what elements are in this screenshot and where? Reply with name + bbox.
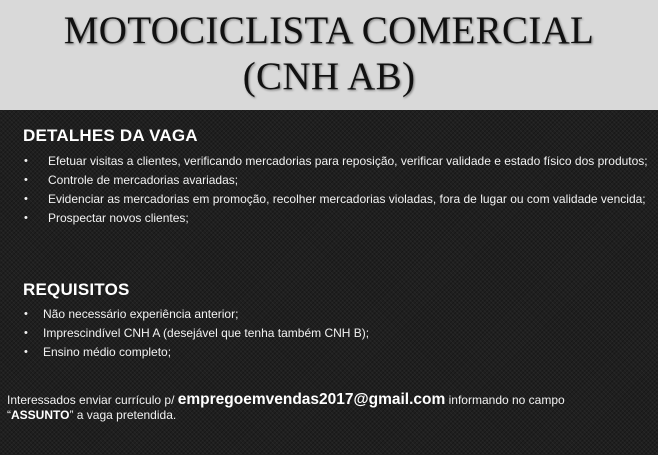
list-item [22, 192, 648, 206]
instructions-text-end: a vaga pretendida. [73, 408, 177, 422]
contact-email: empregoemvendas2017@gmail.com [177, 391, 446, 408]
subject-field-name: ASSUNTO [11, 408, 70, 422]
application-instructions [7, 392, 647, 423]
bullet-icon: • [24, 155, 28, 167]
header-banner [0, 0, 658, 110]
quote-open: “ [7, 408, 11, 422]
bullet-icon: • [24, 308, 28, 320]
list-item [22, 345, 643, 359]
list-item [22, 211, 648, 225]
list-item-text: Ensino médio completo; [43, 345, 172, 359]
page-title [0, 0, 658, 100]
bullet-icon: • [24, 212, 28, 224]
details-list [22, 154, 648, 230]
bullet-icon: • [24, 327, 28, 339]
list-item-text: Controle de mercadorias avariadas; [48, 173, 239, 187]
list-item-text: Não necessário experiência anterior; [43, 307, 239, 321]
bullet-icon: • [24, 193, 28, 205]
list-item-text: Imprescindível CNH A (desejável que tenha também CNH B); [43, 326, 370, 340]
requirements-list [22, 307, 643, 364]
instructions-text-start: Interessados enviar currículo p/ [7, 393, 178, 407]
list-item [22, 326, 643, 340]
list-item-text: Efetuar visitas a clientes, verificando mercadorias para reposição, verificar validade e estado físico dos produtos; [48, 154, 648, 168]
list-item [22, 173, 648, 187]
list-item [22, 154, 648, 168]
instructions-text-middle: informando no campo [445, 393, 565, 407]
bullet-icon: • [24, 174, 28, 186]
requirements-section-title: REQUISITOS [23, 280, 130, 299]
list-item-text: Evidenciar as mercadorias em promoção, recolher mercadorias violadas, fora de lugar ou com validade vencida; [48, 192, 646, 206]
details-section-title: DETALHES DA VAGA [23, 126, 198, 145]
list-item [22, 307, 643, 321]
page-title-line-1: MOTOCICLISTA COMERCIAL [63, 9, 595, 52]
list-item-text: Prospectar novos clientes; [48, 211, 189, 225]
quote-close: ” [69, 408, 74, 422]
page-title-line-2: (CNH AB) [242, 55, 416, 98]
bullet-icon: • [24, 346, 28, 358]
